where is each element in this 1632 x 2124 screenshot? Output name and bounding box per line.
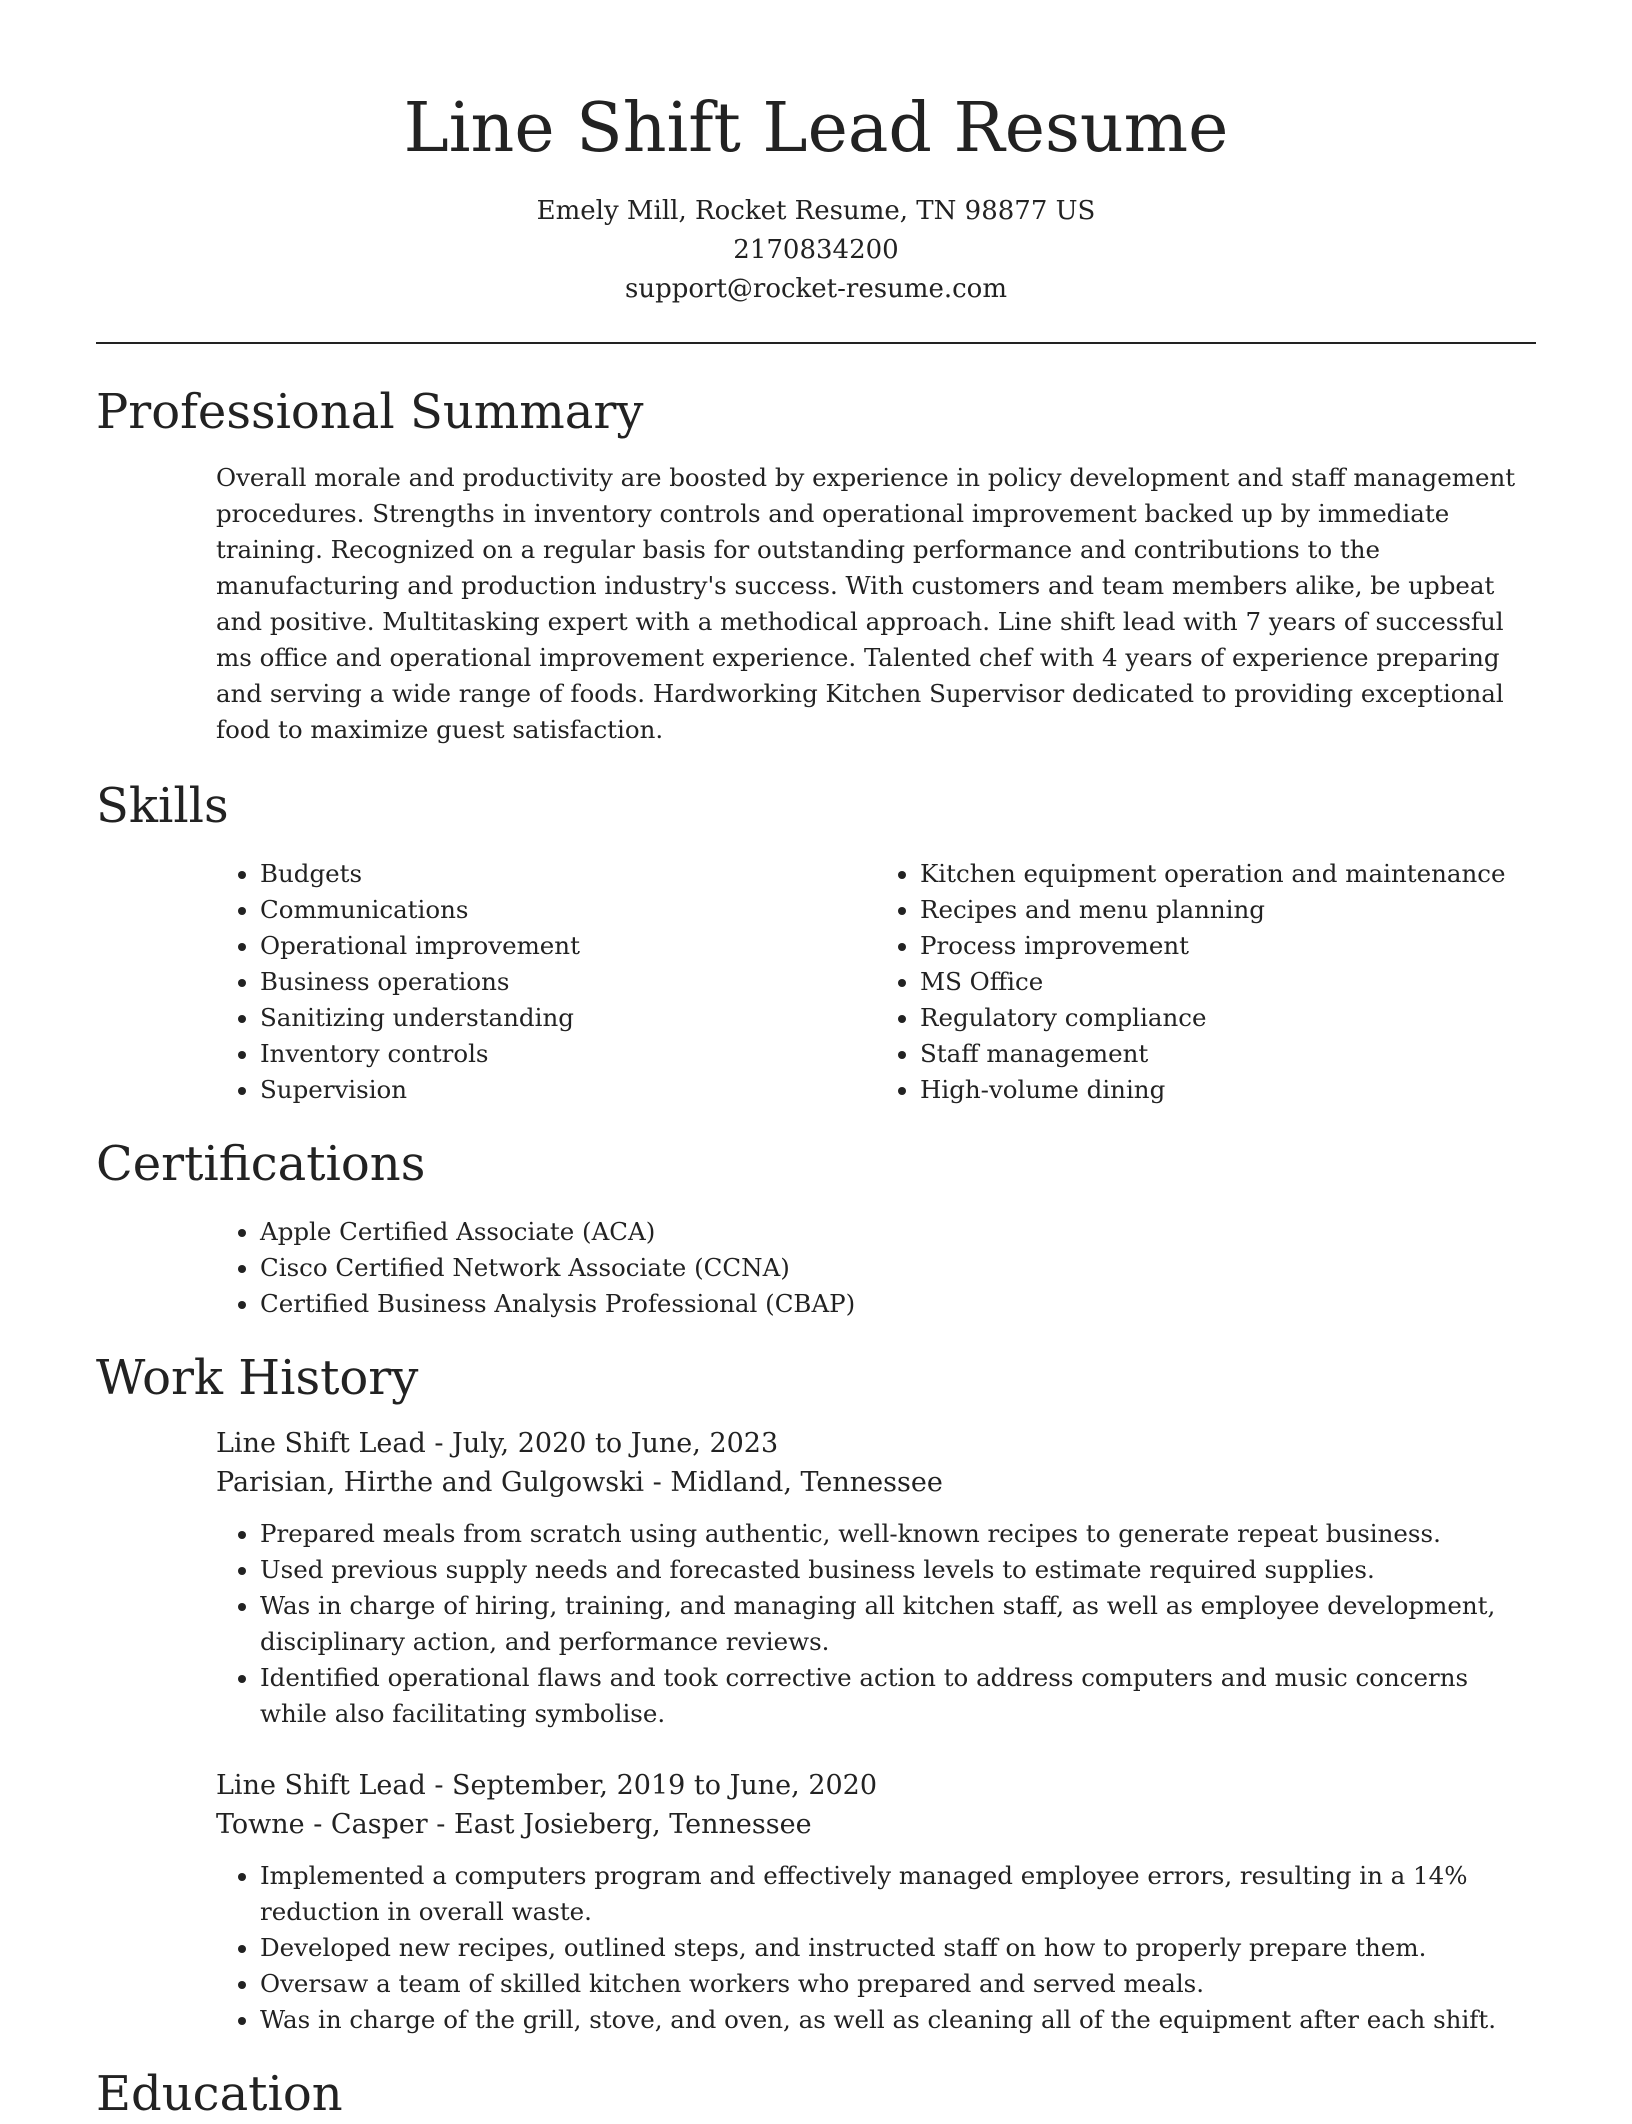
work-history-heading: Work History [96,1350,419,1406]
job-bullet: • Used previous supply needs and forecasted business levels to estimate required supplies. [260,1552,1536,1588]
resume-page [96,0,1536,2124]
contact-address: Emely Mill, Rocket Resume, TN 98877 US [536,196,1096,226]
skills-columns [216,856,1536,1108]
skills-heading: Skills [96,778,229,834]
skill-item: • Staff management [920,1036,1536,1072]
skill-item: • Operational improvement [260,928,876,964]
job-bullets [216,1858,1536,2038]
header-divider [96,342,1536,344]
skill-item: • Kitchen equipment operation and maintenance [920,856,1536,892]
summary-heading: Professional Summary [96,384,644,440]
skill-item: • MS Office [920,964,1536,1000]
skill-item: • Sanitizing understanding [260,1000,876,1036]
certification-item: • Apple Certified Associate (ACA) [260,1214,1536,1250]
education-heading: Education [96,2066,343,2122]
job-title: Line Shift Lead - September, 2019 to June, 2020 [216,1770,878,1801]
certifications-list [216,1214,1536,1322]
summary-text: Overall morale and productivity are boosted by experience in policy development and staff management procedures. Strengths in inventory controls and operational improvement backed up by immediate training. Recognized on a regular basis for outstanding performance and contributions to the manufacturing and production industry's success. With customers and team members alike, be upbeat and positive. Multitasking expert with a methodical approach. Line shift lead with 7 years of successful ms office and operational improvement experience. Talented chef with 4 years of experience preparing and serving a wide range of foods. Hardworking Kitchen Supervisor dedicated to providing exceptional food to maximize guest satisfaction. [216,463,1516,744]
certification-item: • Cisco Certified Network Associate (CCNA) [260,1250,1536,1286]
resume-title: Line Shift Lead Resume [403,89,1229,168]
skills-list-right [876,856,1536,1108]
contact-block [96,192,1536,309]
skill-item: • Budgets [260,856,876,892]
job-company: Towne - Casper - East Josieberg, Tennessee [216,1809,812,1840]
job-entry [216,1424,1536,1732]
skill-item: • Business operations [260,964,876,1000]
skill-item: • Regulatory compliance [920,1000,1536,1036]
job-bullet: • Was in charge of hiring, training, and managing all kitchen staff, as well as employee development, disciplinary action, and performance reviews. [260,1588,1536,1660]
contact-email: support@rocket-resume.com [624,274,1007,304]
skills-list-left [216,856,876,1108]
job-company: Parisian, Hirthe and Gulgowski - Midland, Tennessee [216,1467,943,1498]
job-bullet: • Identified operational flaws and took corrective action to address computers and music concerns while also facilitating symbolise. [260,1660,1536,1732]
job-bullet: • Oversaw a team of skilled kitchen workers who prepared and served meals. [260,1966,1536,2002]
job-entry [216,1766,1536,2038]
skill-item: • Communications [260,892,876,928]
skill-item: • Supervision [260,1072,876,1108]
job-bullet: • Implemented a computers program and effectively managed employee errors, resulting in a 14% reduction in overall waste. [260,1858,1536,1930]
job-bullets [216,1516,1536,1732]
skill-item: • Process improvement [920,928,1536,964]
job-bullet: • Was in charge of the grill, stove, and oven, as well as cleaning all of the equipment after each shift. [260,2002,1536,2038]
job-title: Line Shift Lead - July, 2020 to June, 2023 [216,1428,779,1459]
certification-item: • Certified Business Analysis Professional (CBAP) [260,1286,1536,1322]
skill-item: • High-volume dining [920,1072,1536,1108]
contact-phone: 2170834200 [733,235,899,265]
skill-item: • Inventory controls [260,1036,876,1072]
job-bullet: • Developed new recipes, outlined steps, and instructed staff on how to properly prepare them. [260,1930,1536,1966]
certifications-heading: Certifications [96,1136,426,1192]
skill-item: • Recipes and menu planning [920,892,1536,928]
job-bullet: • Prepared meals from scratch using authentic, well-known recipes to generate repeat business. [260,1516,1536,1552]
